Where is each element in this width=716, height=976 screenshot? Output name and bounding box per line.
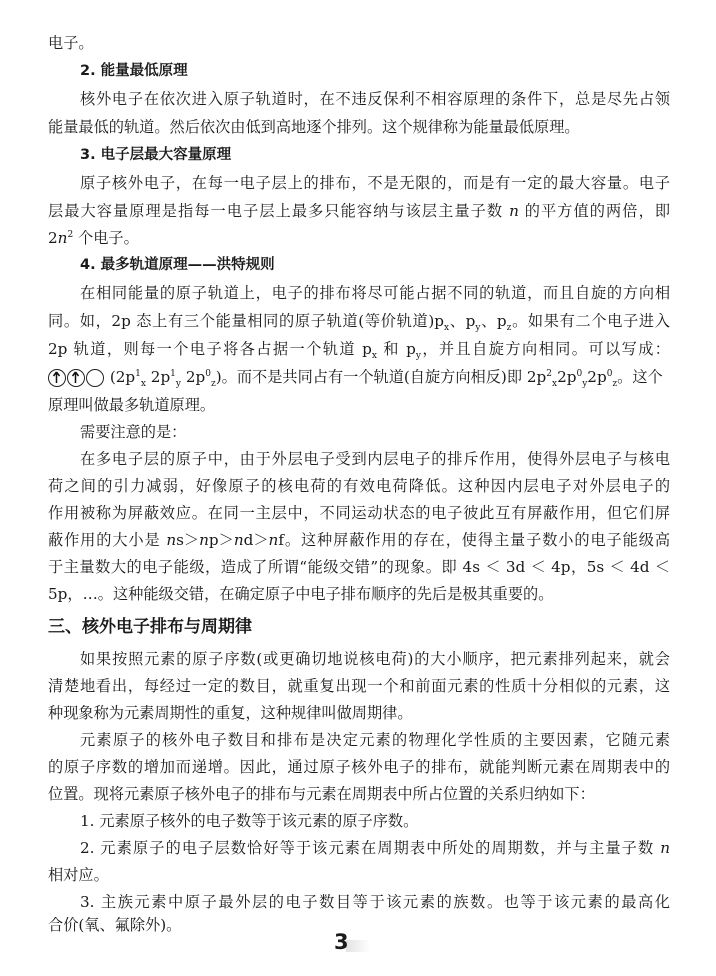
text-line: 能量最低的轨道。然后依次由低到高地逐个排列。这个规律称为能量最低原理。 [48,118,580,136]
orbital-box-up-arrow [48,369,66,387]
text-line: 核外电子在依次进入原子轨道时，在不违反保利不相容原理的条件下，总是尽先占领 [80,90,670,108]
text-line: 原理叫做最多轨道原理。 [48,396,216,414]
page-number: 3 [334,930,349,954]
text-line: 的原子序数的增加而递增。因此，通过原子核外电子的排布，就能判断元素在周期表中的 [48,758,670,776]
heading-energy-minimum-principle: 2. 能量最低原理 [80,63,188,79]
text-line: 作用被称为屏蔽效应。在同一主层中，不同运动状态的电子彼此互有屏蔽作用，但它们屏 [48,504,670,522]
heading-max-capacity-principle: 3. 电子层最大容量原理 [80,147,232,163]
text-line: 层最大容量原理是指每一电子层上最多只能容纳与该层主量子数 n 的平方值的两倍，即 [48,202,671,220]
list-item: 1. 元素原子核外的电子数等于该元素的原子序数。 [80,812,419,830]
text-line: 如果按照元素的原子序数(或更确切地说核电荷)的大小顺序，把元素排列起来，就会 [80,650,670,668]
text-line: 种现象称为元素周期性的重复，这种规律叫做周期律。 [48,704,413,722]
text-line: 原子核外电子，在每一电子层上的排布，不是无限的，而是有一定的最大容量。电子 [80,174,670,192]
section-title: 三、核外电子排布与周期律 [48,617,252,637]
text-line: 蔽作用的大小是 ns＞np＞nd＞nf。这种屏蔽作用的存在，使得主量子数小的电子能级高 [48,531,671,549]
text-line: 清楚地看出，每经过一定的数目，就重复出现一个和前面元素的性质十分相似的元素，这 [48,677,670,695]
orbital-box-up-arrow [67,369,85,387]
text-line: 2p 轨道，则每一个电子将各占据一个轨道 $p_x$ 和 $p_y$，并且自旋方向相同。可以写成： [48,340,670,362]
heading-hund-rule: 4. 最多轨道原理——洪特规则 [80,257,275,273]
text-line: 荷之间的引力减弱，好像原子的核电荷的有效电荷降低。这种因内层电子对外层电子的 [48,477,670,495]
text-line: 同。如，2p 态上有三个能量相同的原子轨道(等价轨道)$p_x$、$p_y$、$p_z$。如果有二个电子进入 [48,312,670,334]
text-line: 在相同能量的原子轨道上，电子的排布将尽可能占据不同的轨道，而且自旋的方向相 [80,284,670,302]
orbital-box-empty [86,369,104,387]
text-line: 在多电子层的原子中，由于外层电子受到内层电子的排斥作用，使得外层电子与核电 [80,450,670,468]
list-item: 2. 元素原子的电子层数恰好等于该元素在周期表中所处的周期数，并与主量子数 n [80,839,670,857]
text-line: 元素原子的核外电子数目和排布是决定元素的物理化学性质的主要因素，它随元素 [80,731,670,749]
text-line: 合价(氧、氟除外)。 [48,916,182,934]
orbital-notation-line: ($2p^1_x$ $2p^1_y$ $2p^0_z$)。而不是共同占有一个轨道(自旋方向相反)即 $2p^2_x2p^0_y2p^0_z$。这个 [48,368,663,387]
text-line: 需要注意的是： [80,423,187,441]
text-line: 位置。现将元素原子核外电子的排布与元素在周期表中所占位置的关系归纳如下： [48,785,595,803]
text-line: $2n^2$ 个电子。 [48,229,139,247]
list-item: 3. 主族元素中原子最外层的电子数目等于该元素的族数。也等于该元素的最高化 [80,893,670,911]
text-line: 电子。 [48,34,94,52]
page-number-shadow [346,940,370,952]
text-line: 5p，…。这种能级交错，在确定原子中电子排布顺序的先后是极其重要的。 [48,585,554,603]
text-line: 相对应。 [48,866,109,884]
text-line: 于主量数大的电子能级，造成了所谓“能级交错”的现象。即 4s ＜ 3d ＜ 4p，5s ＜ 4d ＜ [48,558,670,576]
